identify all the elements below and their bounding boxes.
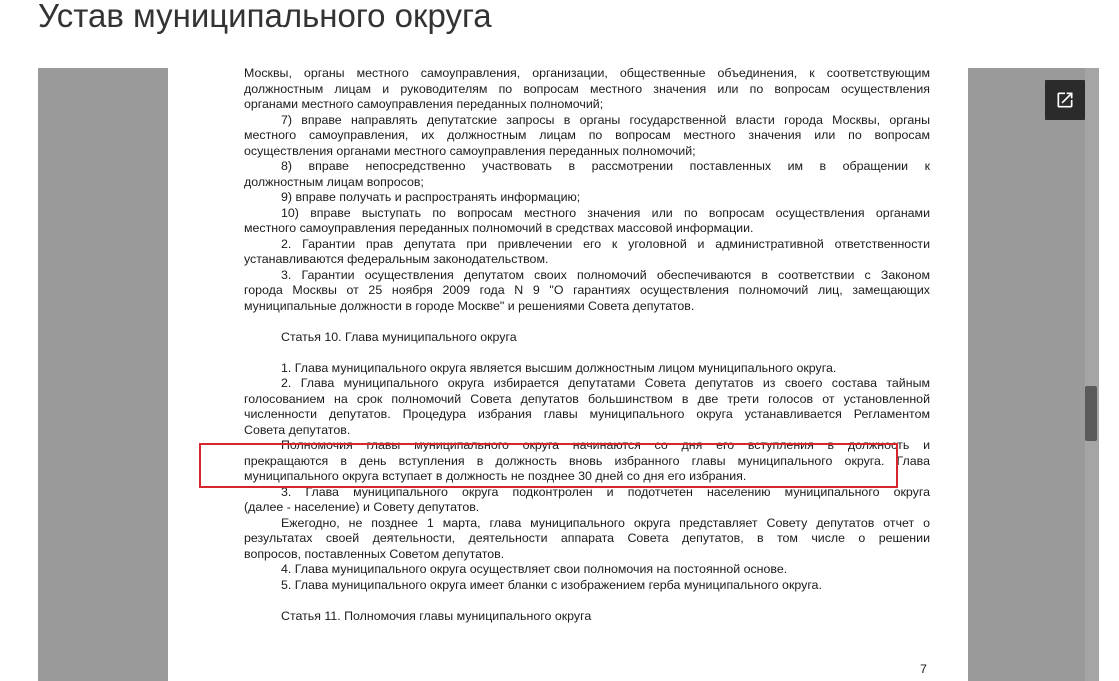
page-number: 7: [920, 662, 927, 676]
document-line: должностным лицам и руководителям по вопросам местного значения или по вопросам осуществления: [244, 81, 930, 96]
document-line: Совета депутатов.: [244, 422, 351, 437]
page-title: Устав муниципального округа: [38, 0, 492, 34]
document-line: Москвы, органы местного самоуправления, организации, общественные объединения, к соответствующим: [244, 68, 930, 80]
highlight-annotation: [199, 443, 898, 488]
document-line: осуществления органами местного самоуправления переданных полномочий;: [244, 143, 696, 158]
document-line: результатах своей деятельности, деятельности аппарата Совета депутатов, в том числе о решении: [244, 531, 930, 545]
document-line: муниципальные должности в городе Москве" и решениями Совета депутатов.: [244, 298, 695, 313]
document-line: (далее - население) и Совету депутатов.: [244, 500, 480, 514]
document-line: органами местного самоуправления переданных полномочий;: [244, 97, 604, 111]
document-page: [168, 68, 968, 681]
open-in-new-icon: [1055, 90, 1075, 110]
document-line: [244, 592, 930, 608]
document-line: 5. Глава муниципального округа имеет бланки с изображением герба муниципального округа.: [281, 577, 822, 592]
document-line: численности депутатов. Процедура избрания главы муниципального округа устанавливается Регламентом: [244, 407, 930, 421]
document-line: муниципального округа вступает в должность не позднее 30 дней со дня его избрания.: [244, 469, 747, 483]
document-line: 3. Глава муниципального округа подконтролен и подотчетен населению муниципального округа: [281, 484, 930, 499]
document-line: 2. Гарантии прав депутата при привлечении его к уголовной и административной ответственности: [281, 236, 930, 251]
document-viewer[interactable]: [38, 68, 1099, 681]
document-line: Статья 11. Полномочия главы муниципального округа: [281, 608, 592, 623]
document-line: 10) вправе выступать по вопросам местного значения или по вопросам осуществления органами: [281, 205, 930, 220]
document-line: 4. Глава муниципального округа осуществляет свои полномочия на постоянной основе.: [281, 562, 788, 576]
document-line: города Москвы от 25 ноября 2009 года N 9 "О гарантиях осуществления полномочий лиц, замещающих: [244, 283, 930, 297]
document-line: Статья 10. Глава муниципального округа: [281, 329, 517, 344]
popout-button[interactable]: [1045, 80, 1085, 120]
document-line: 7) вправе направлять депутатские запросы в органы государственной власти города Москвы, органы: [281, 112, 930, 127]
document-line: прекращаются в день вступления в должность вновь избранного главы муниципального округа. Глава: [244, 453, 930, 468]
scrollbar-track[interactable]: [1085, 68, 1099, 681]
document-line: 3. Гарантии осуществления депутатом своих полномочий обеспечиваются в соответствии с Законом: [281, 267, 930, 282]
document-line: Полномочия главы муниципального округа начинаются со дня его вступления в должность и: [281, 438, 930, 452]
document-line: 9) вправе получать и распространять информацию;: [281, 190, 581, 204]
document-line: [244, 344, 930, 360]
document-line: Ежегодно, не позднее 1 марта, глава муниципального округа представляет Совету депутатов отчет о: [281, 515, 930, 530]
document-line: 1. Глава муниципального округа является высшим должностным лицом муниципального округа.: [281, 360, 837, 375]
document-line: голосованием на срок полномочий Совета депутатов большинством в две трети голосов от установленной: [244, 391, 930, 406]
document-line: устанавливаются федеральным законодательством.: [244, 252, 549, 266]
document-line: [244, 313, 930, 329]
document-line: местного самоуправления, их должностным лицам по вопросам местного значения или по вопросам: [244, 128, 930, 142]
scrollbar-thumb[interactable]: [1085, 386, 1097, 441]
document-line: вопросов, поставленных Советом депутатов.: [244, 546, 505, 561]
document-line: 8) вправе непосредственно участвовать в рассмотрении поставленных им в обращении к: [281, 159, 930, 173]
document-line: местного самоуправления переданных полномочий в средствах массовой информации.: [244, 221, 754, 235]
document-line: 2. Глава муниципального округа избирается депутатами Совета депутатов из своего состава тайным: [281, 376, 930, 390]
document-line: должностным лицам вопросов;: [244, 174, 424, 189]
